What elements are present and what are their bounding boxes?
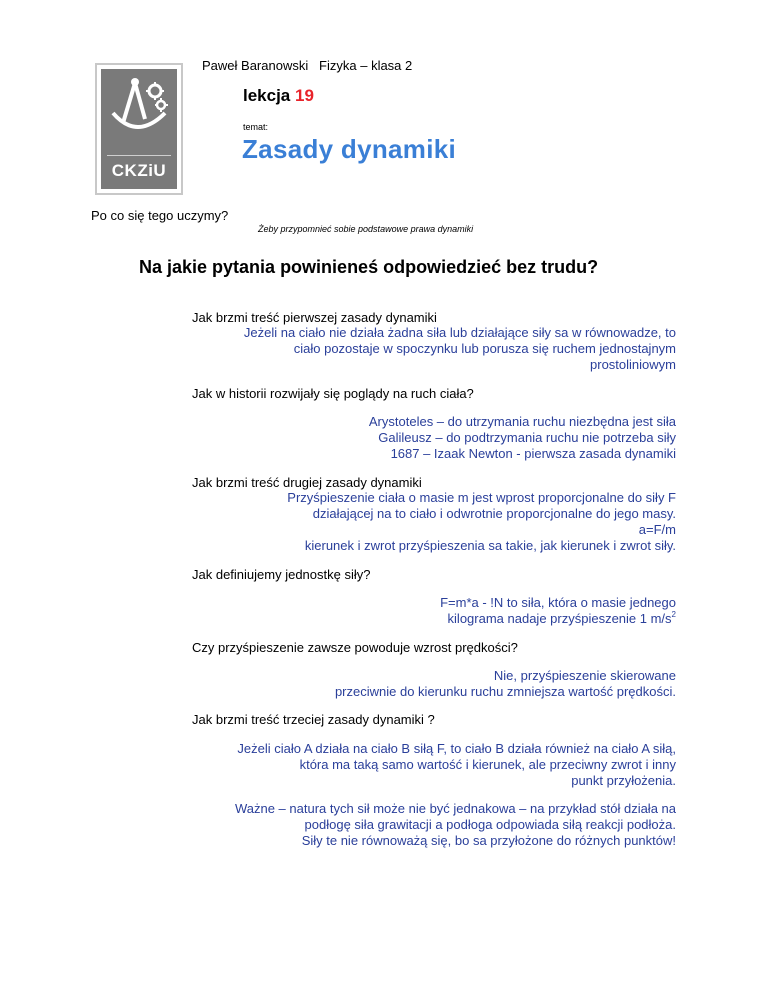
lesson-label: lekcja 19 [243, 86, 314, 105]
answer-6: Jeżeli ciało A działa na ciało B siłą F, to ciało B działa również na ciało A siłą, która ma taką samo wartość i kierunek, ale przeciwny zwrot i inny punkt przyłożenia. [237, 741, 676, 788]
question-5: Czy przyśpieszenie zawsze powoduje wzrost prędkości? [192, 640, 518, 655]
question-6: Jak brzmi treść trzeciej zasady dynamiki ? [192, 712, 435, 727]
page-title: Zasady dynamiki [242, 134, 457, 164]
topic-label: temat: [243, 122, 269, 132]
important-note: Ważne – natura tych sił może nie być jednakowa – na przykład stół działa na podłogę siła grawitacji a podłoga odpowiada siłą reakcji podłoża. Siły te nie równoważą się, bo sa przyłożone do różnych punktów! [234, 801, 676, 848]
lesson-number: 19 [295, 86, 314, 105]
answer-1: Jeżeli na ciało nie działa żadna siła lub działające siły sa w równowadze, to ciało pozostaje w spoczynku lub porusza się ruchem jednostajnym prostoliniowym [243, 325, 676, 372]
question-4: Jak definiujemy jednostkę siły? [192, 567, 371, 582]
answer-5: Nie, przyśpieszenie skierowane przeciwnie do kierunku ruchu zmniejsza wartość prędkości. [334, 668, 676, 699]
question-3: Jak brzmi treść drugiej zasady dynamiki [192, 475, 422, 490]
why-question: Po co się tego uczymy? [91, 208, 229, 223]
answer-2: Arystoteles – do utrzymania ruchu niezbędna jest siła Galileusz – do podtrzymania ruchu nie potrzeba siły 1687 – Izaak Newton - pierwsza zasada dynamiki [368, 414, 676, 461]
author-line: Paweł Baranowski Fizyka – klasa 2 [202, 58, 413, 73]
logo-text: CKZiU [111, 161, 167, 180]
question-2: Jak w historii rozwijały się poglądy na ruch ciała? [192, 386, 474, 401]
why-answer: Żeby przypomnieć sobie podstawowe prawa dynamiki [258, 224, 474, 234]
ckziu-logo [95, 63, 183, 195]
answer-4: F=m*a - !N to siła, która o masie jednego kilograma nadaje przyśpieszenie 1 $m/s^2$ [440, 595, 676, 626]
answer-3: Przyśpieszenie ciała o masie m jest wprost proporcjonalne do siły F działającej na to ciało i odwrotnie proporcjonalne do jego masy. a=F/m kierunek i zwrot przyśpieszenia sa takie, jak kierunek i zwrot siły. [287, 490, 676, 553]
question-1: Jak brzmi treść pierwszej zasady dynamiki [192, 310, 437, 325]
main-heading: Na jakie pytania powinieneś odpowiedzieć bez trudu? [139, 257, 599, 277]
compass-gear-icon [101, 69, 177, 149]
